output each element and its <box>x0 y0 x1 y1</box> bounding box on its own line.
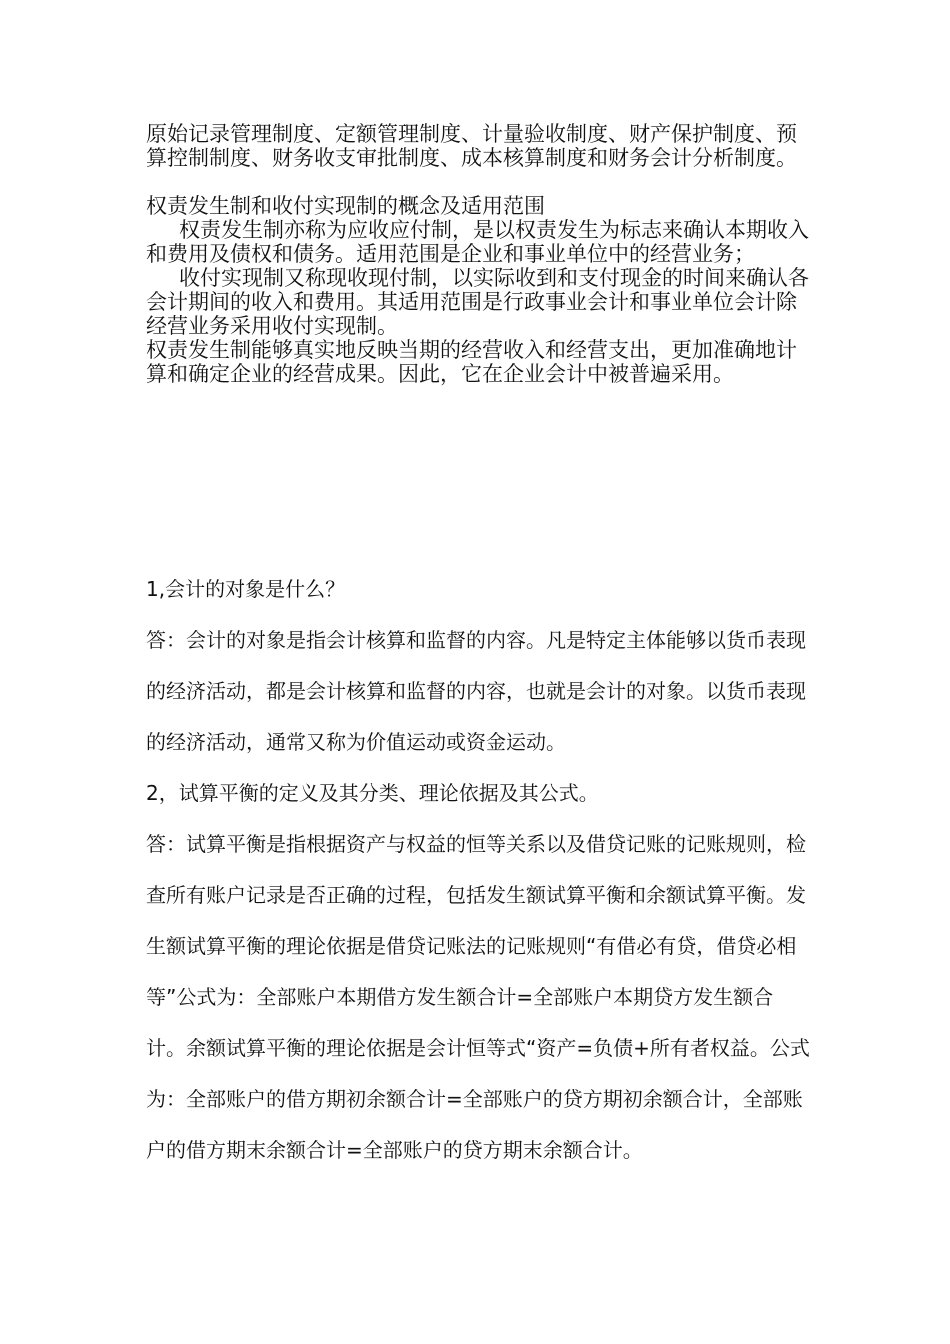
answer-1: 答：会计的对象是指会计核算和监督的内容。凡是特定主体能够以货币表现的经济活动，都是会计核算和监督的内容，也就是会计的对象。以货币表现的经济活动，通常又称为价值运动或资金运动。 <box>146 628 806 754</box>
internal-controls-paragraph: 原始记录管理制度、定额管理制度、计量验收制度、财产保护制度、预算控制制度、财务收支审批制度、成本核算制度和财务会计分析制度。 <box>146 122 797 170</box>
conclusion-paragraph: 权责发生制能够真实地反映当期的经营收入和经营支出，更加准确地计算和确定企业的经营成果。因此，它在企业会计中被普遍采用。 <box>146 338 797 386</box>
qa-section <box>146 564 810 1176</box>
cash-basis-paragraph: 收付实现制又称现收现付制，以实际收到和支付现金的时间来确认各会计期间的收入和费用。其适用范围是行政事业会计和事业单位会计除经营业务采用收付实现制。 <box>146 266 809 338</box>
accrual-basis-paragraph: 权责发生制亦称为应收应付制，是以权责发生为标志来确认本期收入和费用及债权和债务。适用范围是企业和事业单位中的经营业务； <box>146 218 809 266</box>
paragraph-spacer <box>146 170 810 194</box>
question-2: 2，试算平衡的定义及其分类、理论依据及其公式。 <box>146 781 599 805</box>
question-1: 1,会计的对象是什么？ <box>146 577 346 601</box>
section-heading: 权责发生制和收付实现制的概念及适用范围 <box>146 194 545 218</box>
answer-2: 答：试算平衡是指根据资产与权益的恒等关系以及借贷记账的记账规则，检查所有账户记录是否正确的过程，包括发生额试算平衡和余额试算平衡。发生额试算平衡的理论依据是借贷记账法的记账规则“有借必有贷，借贷必相等”公式为：全部账户本期借方发生额合计=全部账户本期贷方发生额合计。余额试算平衡的理论依据是会计恒等式“资产=负债+所有者权益。公式为：全部账户的借方期初余额合计=全部账户的贷方期初余额合计，全部账户的借方期末余额合计=全部账户的贷方期末余额合计。 <box>146 832 810 1162</box>
accounting-basis-section <box>146 122 810 386</box>
